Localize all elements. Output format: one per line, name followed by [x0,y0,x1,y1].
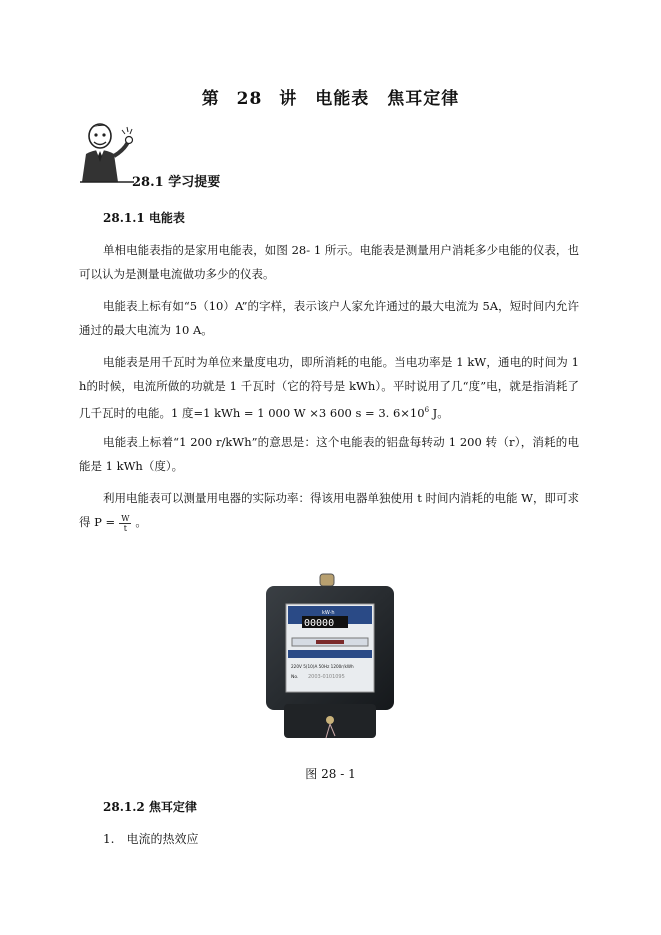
meter-serial: 2003-0101095 [308,674,345,680]
meter-reading: 00000 [304,618,335,629]
figure-caption: 图 28 - 1 [305,767,356,781]
paragraph-power-end: 。 [135,515,147,529]
paragraph-kwh-unit [79,350,579,425]
paragraph-current-rating: 电能表上标有如“5（10）A”的字样，表示该户人家允许通过的最大电流为 5A，短时间内允许通过的最大电流为 10 A。 [79,299,579,337]
paragraph-power-text: 利用电能表可以测量用电器的实际功率：得该用电器单独使用 t 时间内消耗的电能 W，即可求得 P = [79,491,579,529]
fraction-w-over-t [119,514,131,533]
meter-rating-text: 220V 5(10)A 50Hz 1200r/kWh [291,664,354,669]
fraction-denominator: t [123,523,127,533]
paragraph-revolutions: 电能表上标着“1 200 r/kWh”的意思是：这个电能表的铝盘每转动 1 200 转（r），消耗的电能是 1 kWh（度）。 [79,435,579,473]
cartoon-presenter-illustration [78,120,136,186]
meter-kwh-label: kW·h [322,610,335,616]
paragraph-kwh-text: 电能表是用千瓦时为单位来量度电功，即所消耗的电能。当电功率是 1 kW，通电的时间为 1 h的时候，电流所做的功就是 1 千瓦时（它的符号是 kWh）。平时说用了几“度”电，就是指消耗了几千瓦时的电能。1 度=1 kWh = 1 000 W ×3 600 s = 3. 6×10 [79,355,579,420]
paragraph-meter-intro: 单相电能表指的是家用电能表，如图 28- 1 所示。电能表是测量用户消耗多少电能的仪表，也可以认为是测量电流做功多少的仪表。 [79,243,579,281]
paragraph-kwh-unit-end: J。 [429,405,449,420]
subsection-heading-joule: 28.1.2 焦耳定律 [103,800,197,814]
page-title: 第 28 讲 电能表 焦耳定律 [201,89,460,109]
meter-serial-label: No. [291,675,299,680]
exponent-superscript: 6 [424,406,430,414]
section-heading: 28.1 学习提要 [132,175,221,190]
paragraph-power-measure [79,486,579,534]
subsection-heading-meter: 28.1.1 电能表 [103,211,185,225]
electric-meter-photo [262,570,400,745]
list-item-heat-effect: 1. 电流的热效应 [103,832,199,846]
fraction-numerator: W [121,513,130,523]
